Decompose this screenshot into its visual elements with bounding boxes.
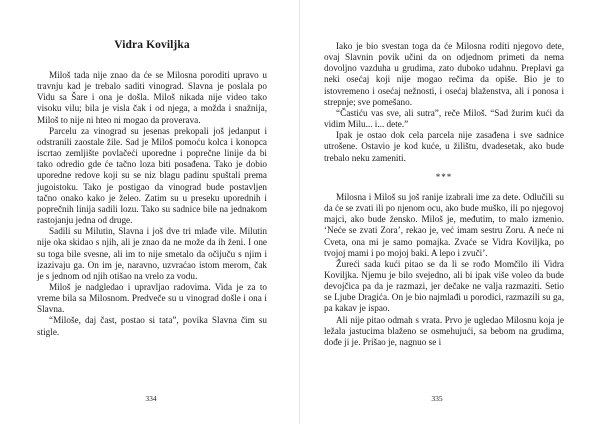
paragraph: Iako je bio svestan toga da će Milosna roditi njegovo dete, ovaj Slavnin povik učini da on odjednom primeti da nema dovoljno vazduha u grudima, zato duboko udahnu. Preplavi ga neki osećaj koji nije mogao rečima da opiše. Bio je to istovremeno i osećaj nežnosti, i osećaj blaženstva, ali i ponosa i strepnje; sve pomešano.	[324, 41, 564, 107]
section-separator: ***	[435, 171, 453, 182]
paragraph: Miloš tada nije znao da će se Milosna poroditi upravo u travnju kad je trebalo saditi vinograd. Slavna je poslala po Vidu sa Šare i ona je došla. Miloš nikada nije video tako visoku vilu; bila je visla čak i od njega, a možda i snažnija, Miloš to nije ni hteo ni mogao da proverava.	[37, 70, 267, 125]
paragraph: Milosna i Miloš su još ranije izabrali ime za dete. Odlučili su da će se zvati ili po njenom ocu, ako bude muško, ili po njegovoj majci, ako bude žensko. Miloš je, međutim, to malo izmenio. ‘Neće se zvati Zora’, rekao je, već imam sestru Zoru. A neće ni Cveta, ona mi je samo pomajka. Zvaće se Vidra Koviljka, po tvojoj mami i po mojoj baki. A lepo i zvuči’.	[324, 191, 564, 258]
paragraph: Žureći sada kući pitao se da li se rođo Momčilo ili Vidra Koviljka. Njemu je bilo svejedno, ali bi ipak više voleo da bude devojčica pa da je razmazi, jer dečake ne valja razmaziti. Setio se Ljube Dragića. On je bio najmlađi u porodici, razmazili su ga, pa kakav je ispao.	[324, 258, 564, 314]
paragraph: “Častiću vas sve, ali sutra”, reče Miloš. “Sad žurim kući da vidim Milu... i... dete.”	[324, 107, 564, 130]
page-number: 334	[145, 394, 157, 403]
paragraph: Ali nije pitao odmah s vrata. Prvo je ugledao Milosnu koja je ležala jastucima blaženo se osmehujući, sa bebom na grudima, dođe ji je. Prišao je, nagnuo se i	[324, 314, 564, 347]
right-page-body	[324, 41, 564, 348]
chapter-title: Vidra Koviljka	[114, 39, 190, 51]
left-page-body	[37, 70, 267, 338]
paragraph: Miloš je nadgledao i upravljao radovima. Vida je za to vreme bila sa Milosnom. Predveče su u vinograd došle i ona i Slavna.	[37, 281, 267, 315]
page-number: 335	[431, 394, 443, 403]
paragraph: Parcelu za vinograd su jesenas prekopali još jedanput i odstranili zaostale žile. Sad je Miloš pomoću kolca i konopca iscrtao zemljište povlačeći uporedne i poprečne linije da bi tako odredio gde će tačno loza biti posađena. Tako je dobio uporedne redove koji su se niz blagu padinu spuštali prema jugoistoku. Tako je postigao da vinograd bude postavljen tačno onako kako je želeo. Zatim su u preseku uporednih i poprečnih linija sadili lozu. Tako su sadnice bile na jednakom rastojanju jedna od druge.	[37, 125, 267, 226]
paragraph: Ipak je ostao dok cela parcela nije zasađena i sve sadnice utrošene. Ostavio je kod kuće, u žilištu, dvadesetak, ako bude trebalo neku zameniti.	[324, 130, 564, 163]
paragraph: Sadili su Milutin, Slavna i još dve tri mlađe vile. Milutin nije oka skidao s njih, ali je znao da ne može da ih ženi. I one su toga bile svesne, ali im to nije smetalo da očijuču s njim i izazivaju ga. On im je, naravno, uzvraćao istom merom, čak je s jednom od njih otišao na vrelo za vodu.	[37, 226, 267, 281]
paragraph: “Miloše, daj čast, postao si tata”, povika Slavna čim su stigle.	[37, 315, 267, 337]
